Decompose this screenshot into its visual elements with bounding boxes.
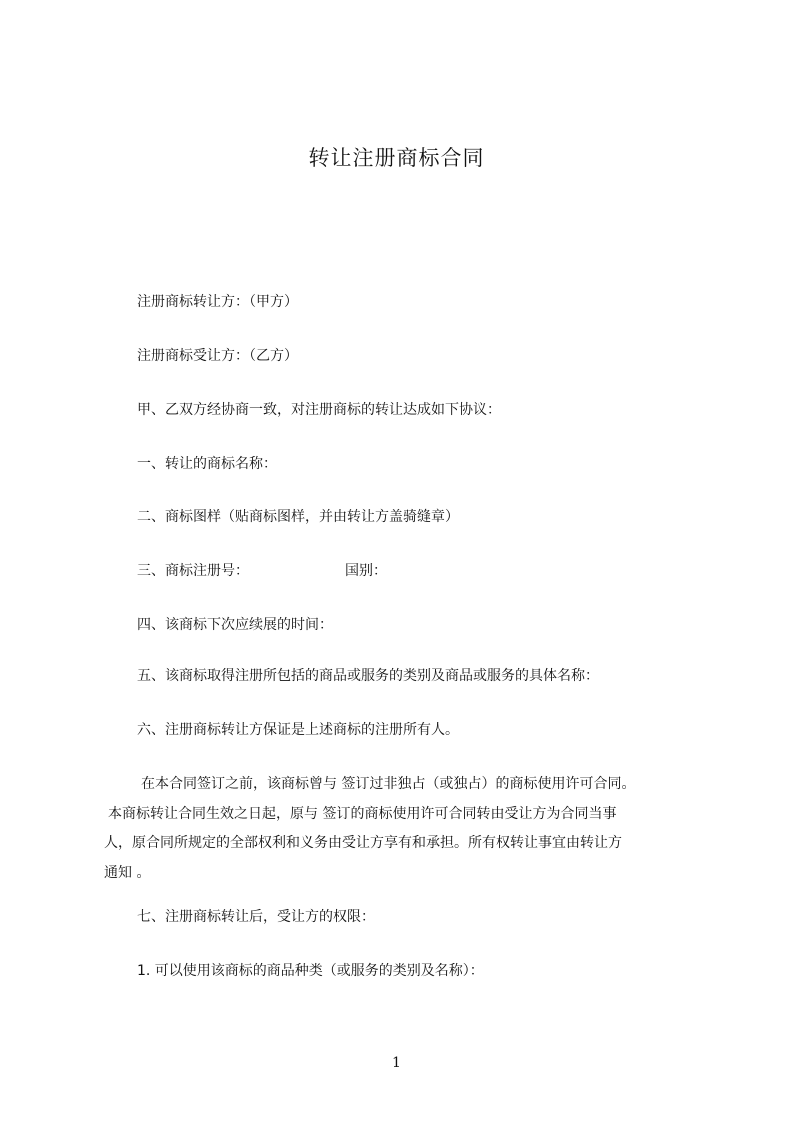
paragraph-line: 在本合同签订之前，该商标曾与 签订过非独占（或独占）的商标使用许可合同。 <box>141 776 636 792</box>
clause-4: 四、该商标下次应续展的时间： <box>137 617 333 633</box>
paragraph-line: 人，原合同所规定的全部权利和义务由受让方享有和承担。所有权转让事宜由转让方 <box>104 835 622 851</box>
clause-6: 六、注册商标转让方保证是上述商标的注册所有人。 <box>137 722 459 738</box>
transferee-line: 注册商标受让方：（乙方） <box>137 348 298 364</box>
clause-3 <box>137 560 387 580</box>
transferor-line: 注册商标转让方：（甲方） <box>137 294 298 310</box>
clause-3-label: 三、商标注册号： <box>137 563 249 579</box>
clause-7-item-1: 1. 可以使用该商标的商品种类（或服务的类别及名称）： <box>137 963 484 979</box>
document-title: 转让注册商标合同 <box>308 146 485 170</box>
agreement-intro: 甲、乙双方经协商一致，对注册商标的转让达成如下协议： <box>137 402 501 418</box>
paragraph-line: 本商标转让合同生效之日起，原与 签订的商标使用许可合同转由受让方为合同当事 <box>108 805 617 822</box>
clause-3-country: 国别： <box>345 563 387 579</box>
clause-5: 五、该商标取得注册所包括的商品或服务的类别及商品或服务的具体名称： <box>137 668 599 684</box>
license-paragraph <box>104 770 704 888</box>
clause-1: 一、转让的商标名称： <box>137 456 277 472</box>
paragraph-line: 通知 。 <box>104 864 151 881</box>
clause-7: 七、注册商标转让后，受让方的权限： <box>137 909 375 925</box>
page-number: 1 <box>392 1055 401 1071</box>
clause-2: 二、商标图样（贴商标图样，并由转让方盖骑缝章） <box>137 509 459 525</box>
